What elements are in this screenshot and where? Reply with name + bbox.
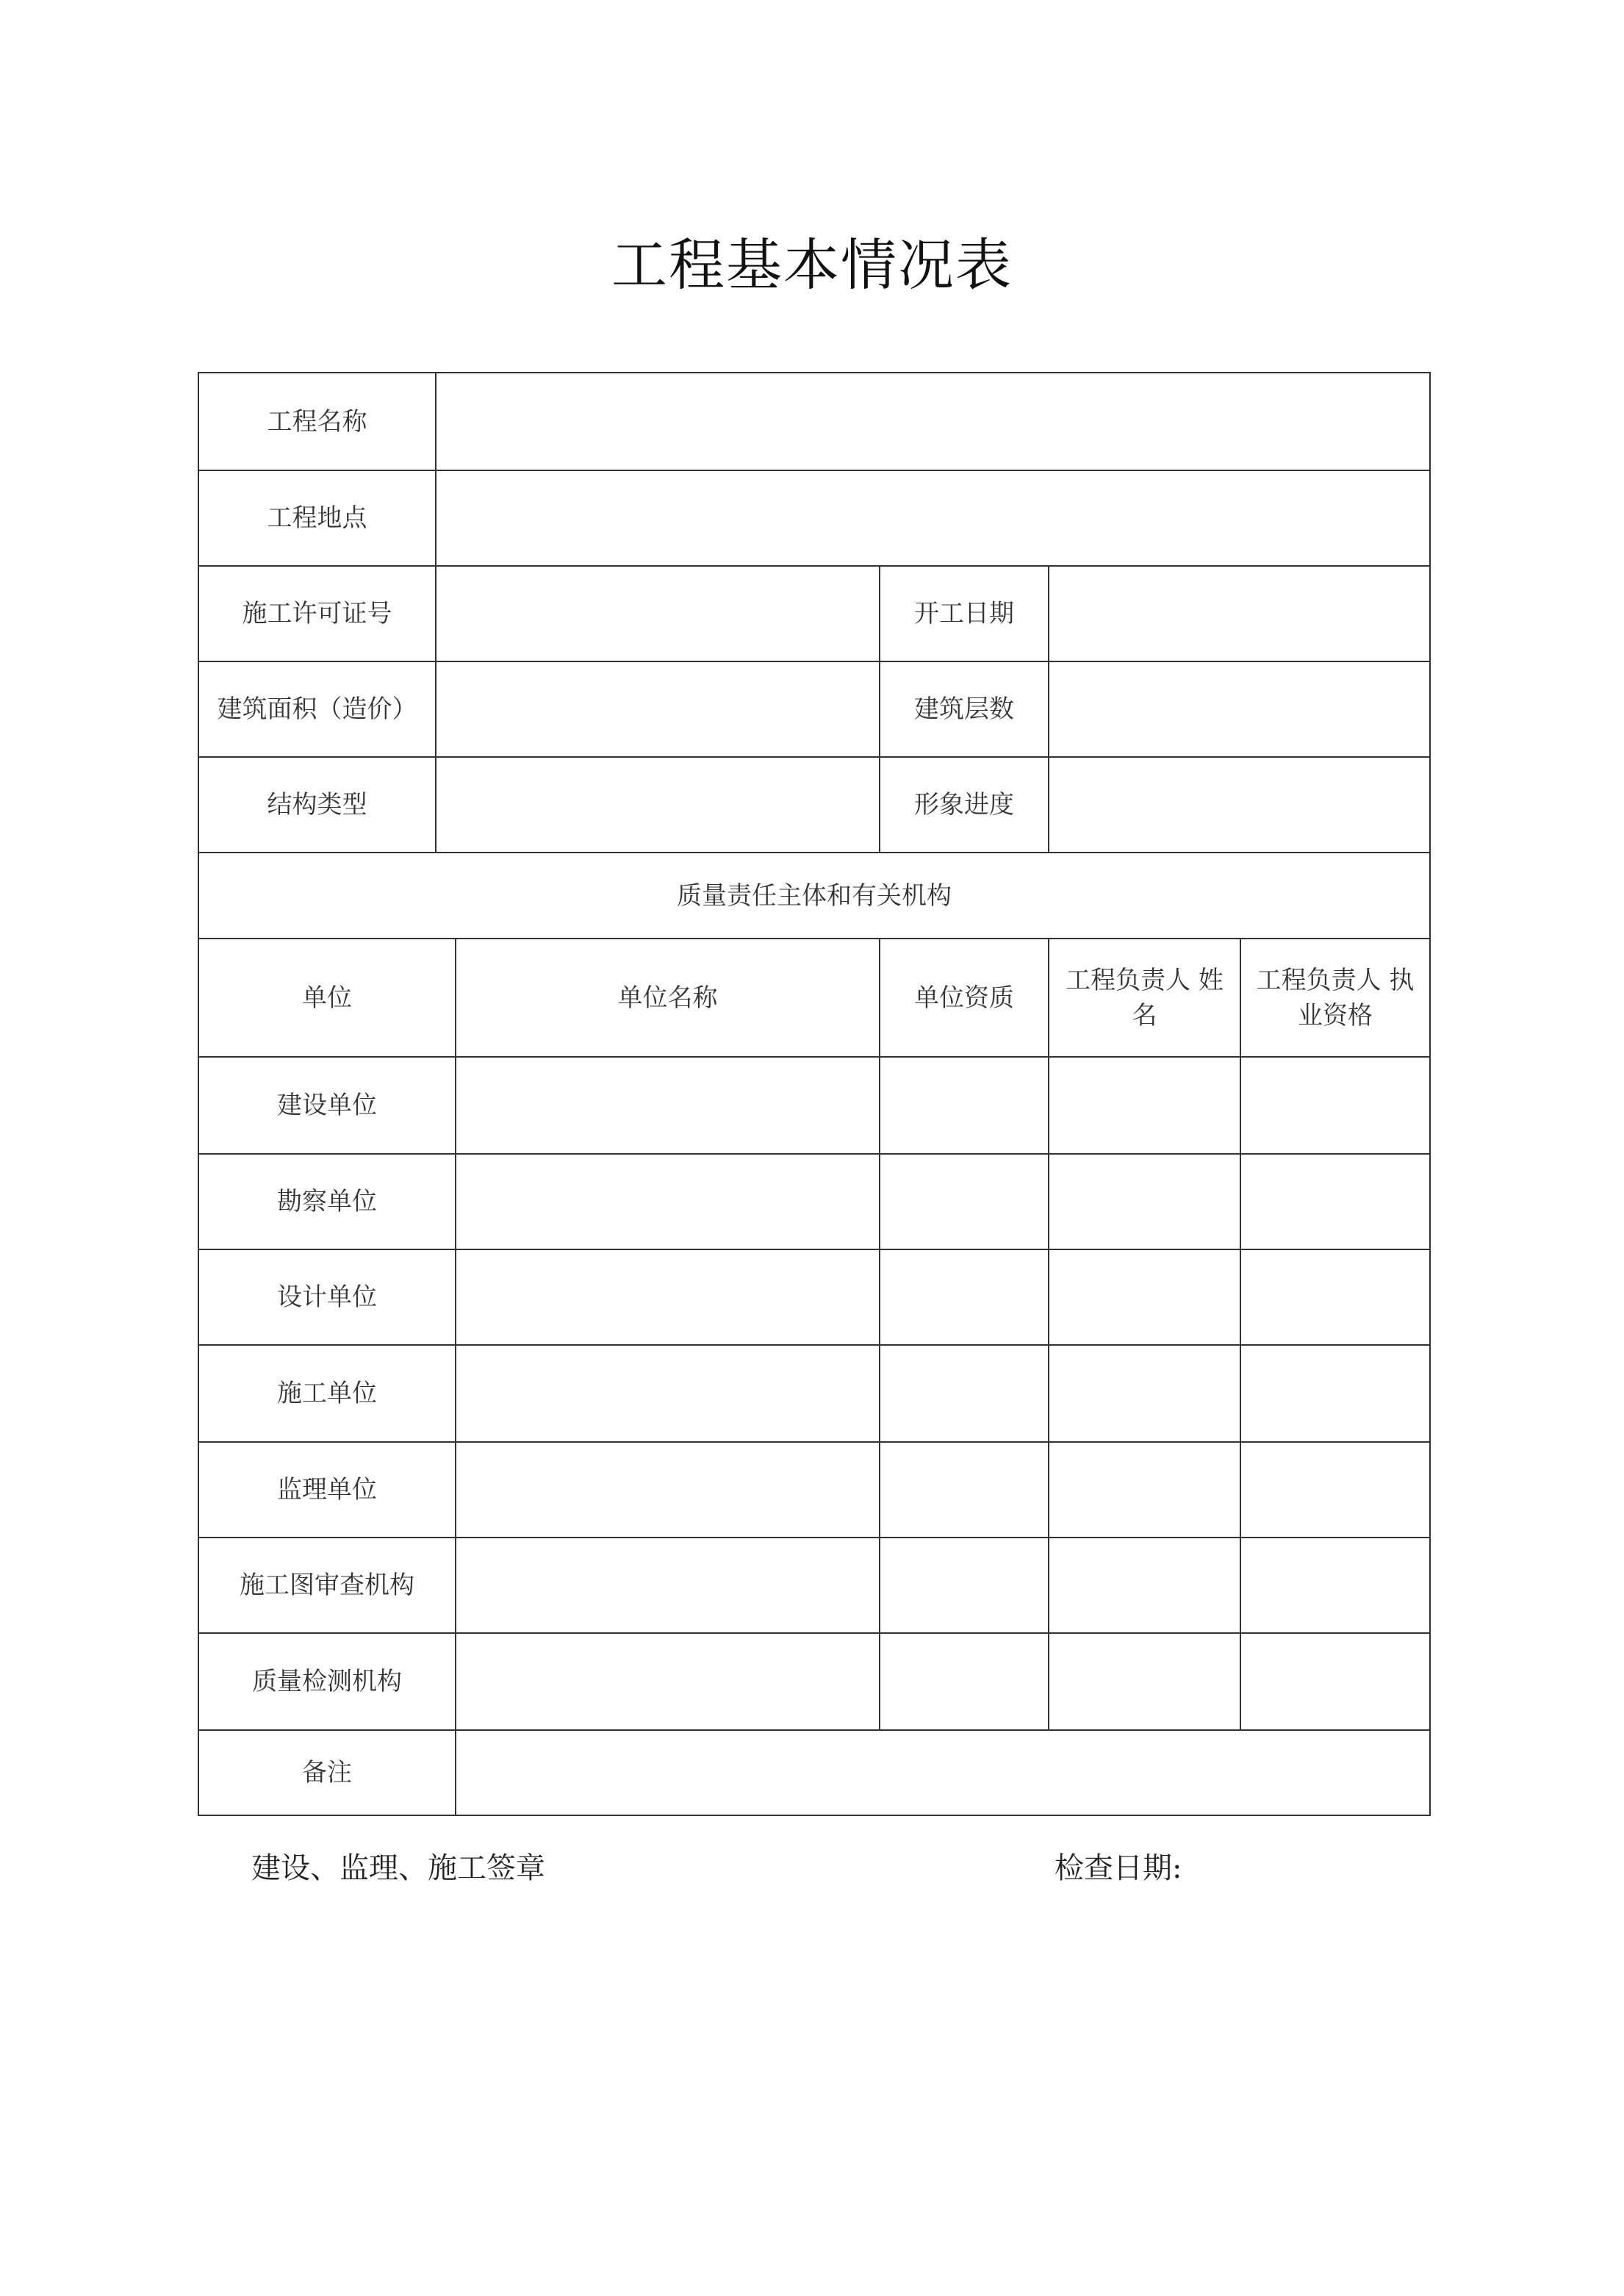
building-area-label: 建筑面积（造价）	[217, 695, 417, 724]
building-floors-field[interactable]	[1049, 661, 1430, 757]
building-area-field[interactable]	[436, 661, 880, 757]
construction-permit-field[interactable]	[436, 566, 880, 661]
progress-field[interactable]	[1049, 757, 1430, 853]
project-name-field[interactable]	[436, 373, 1430, 470]
unit-row-label: 设计单位	[277, 1282, 377, 1312]
inspection-date-label: 检查日期:	[1054, 1851, 1182, 1885]
progress-label: 形象进度	[914, 790, 1014, 819]
signature-label: 建设、监理、施工签章	[251, 1851, 545, 1885]
unit-row-label: 建设单位	[277, 1091, 377, 1120]
column-header-unit-name: 单位名称	[617, 983, 718, 1013]
start-date-field[interactable]	[1049, 566, 1430, 661]
unit-row-label: 质量检测机构	[252, 1667, 402, 1696]
project-name-label: 工程名称	[267, 406, 367, 437]
remarks-field[interactable]	[456, 1730, 1430, 1815]
structure-type-label: 结构类型	[267, 790, 367, 819]
project-location-label: 工程地点	[267, 503, 367, 533]
section-heading: 质量责任主体和有关机构	[677, 880, 952, 911]
remarks-label: 备注	[302, 1758, 352, 1787]
unit-row-label: 施工单位	[277, 1379, 377, 1408]
start-date-label: 开工日期	[914, 599, 1014, 628]
unit-row-label: 勘察单位	[277, 1187, 377, 1216]
column-header-unit: 单位	[302, 983, 352, 1013]
building-floors-label: 建筑层数	[914, 695, 1014, 724]
unit-row-label: 监理单位	[277, 1475, 377, 1504]
column-header-manager-license: 工程负责人 执业资格	[1256, 965, 1415, 1030]
page-title: 工程基本情况表	[611, 232, 1013, 298]
construction-permit-label: 施工许可证号	[242, 599, 392, 628]
column-header-unit-qualification: 单位资质	[914, 983, 1014, 1013]
structure-type-field[interactable]	[436, 757, 880, 853]
column-header-manager-name: 工程负责人 姓名	[1066, 965, 1224, 1030]
project-location-field[interactable]	[436, 470, 1430, 566]
unit-row-label: 施工图审查机构	[240, 1571, 414, 1600]
